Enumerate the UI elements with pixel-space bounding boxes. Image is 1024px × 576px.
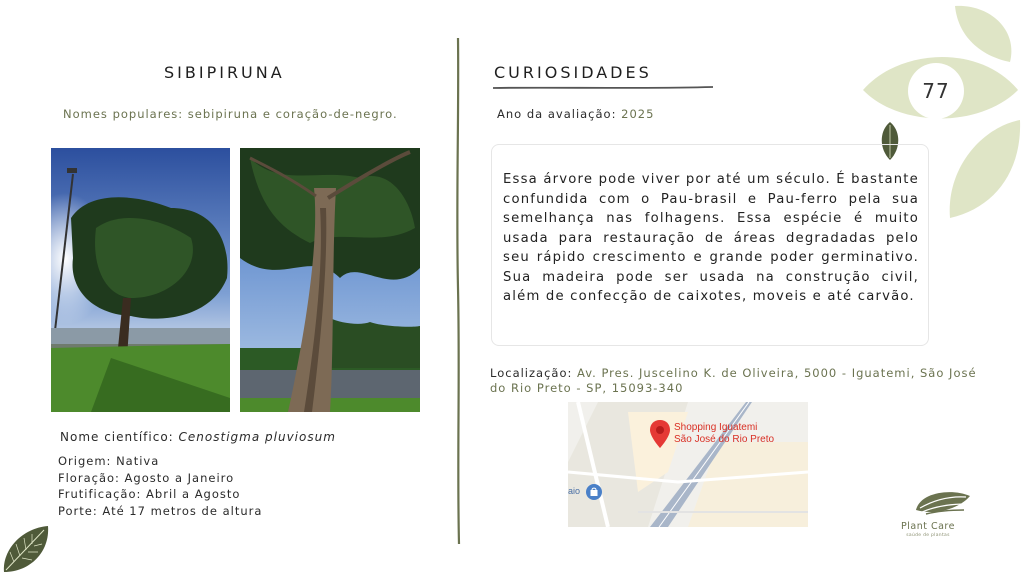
curiosities-title: CURIOSIDADES xyxy=(494,63,652,82)
curiosity-text: Essa árvore pode viver por até um século. É bastante confundida com o Pau-brasil e Pau-ferro pela sua semelhança nas folhagens. Essa espécie é muito usada para restauração de áreas degradadas pelo seu rápido crescimento e grande poder germinativo. Sua madeira pode ser usada na construção civil, além de confecção de caixotes, moveis e até carvão. xyxy=(503,172,919,304)
location-map[interactable] xyxy=(568,402,808,527)
location xyxy=(490,366,980,396)
species-title: SIBIPIRUNA xyxy=(164,63,285,82)
page-number: 77 xyxy=(922,79,950,103)
scientific-name-value: Cenostigma pluviosum xyxy=(178,430,336,444)
column-divider xyxy=(452,38,464,544)
location-value: Av. Pres. Juscelino K. de Oliveira, 5000 - Iguatemi, São José do Rio Preto - SP, 15093-340 xyxy=(490,366,977,395)
map-place-label xyxy=(674,422,774,446)
logo-subtitle: saúde de plantas xyxy=(906,533,950,538)
evaluation-year xyxy=(497,107,654,121)
map-pin-icon[interactable] xyxy=(650,420,670,448)
scientific-name-label: Nome científico: xyxy=(60,430,174,444)
logo-name: Plant Care xyxy=(901,521,955,532)
map-place-city: São José do Rio Preto xyxy=(674,434,775,445)
tree-trunk-photo xyxy=(240,148,420,412)
year-label: Ano da avaliação: xyxy=(497,107,617,121)
scientific-name xyxy=(60,430,336,444)
tree-photo-wide xyxy=(51,148,230,412)
leaf-icon xyxy=(0,522,54,576)
shopping-bag-icon[interactable] xyxy=(586,484,602,500)
origin: Origem: Nativa xyxy=(58,454,160,468)
location-label: Localização: xyxy=(490,366,573,380)
flowering: Floração: Agosto a Janeiro xyxy=(58,470,235,485)
species-facts xyxy=(58,453,262,519)
tree-size: Porte: Até 17 metros de altura xyxy=(58,503,263,518)
fruiting: Frutificação: Abril a Agosto xyxy=(58,487,241,501)
popular-names: Nomes populares: sebipiruna e coração-de-negro. xyxy=(63,107,398,121)
map-place-name: Shopping Iguatemi xyxy=(674,422,758,433)
map-partial-label: aio xyxy=(568,486,581,496)
map-image xyxy=(568,402,808,527)
year-value: 2025 xyxy=(621,107,655,121)
title-underline xyxy=(493,84,713,92)
